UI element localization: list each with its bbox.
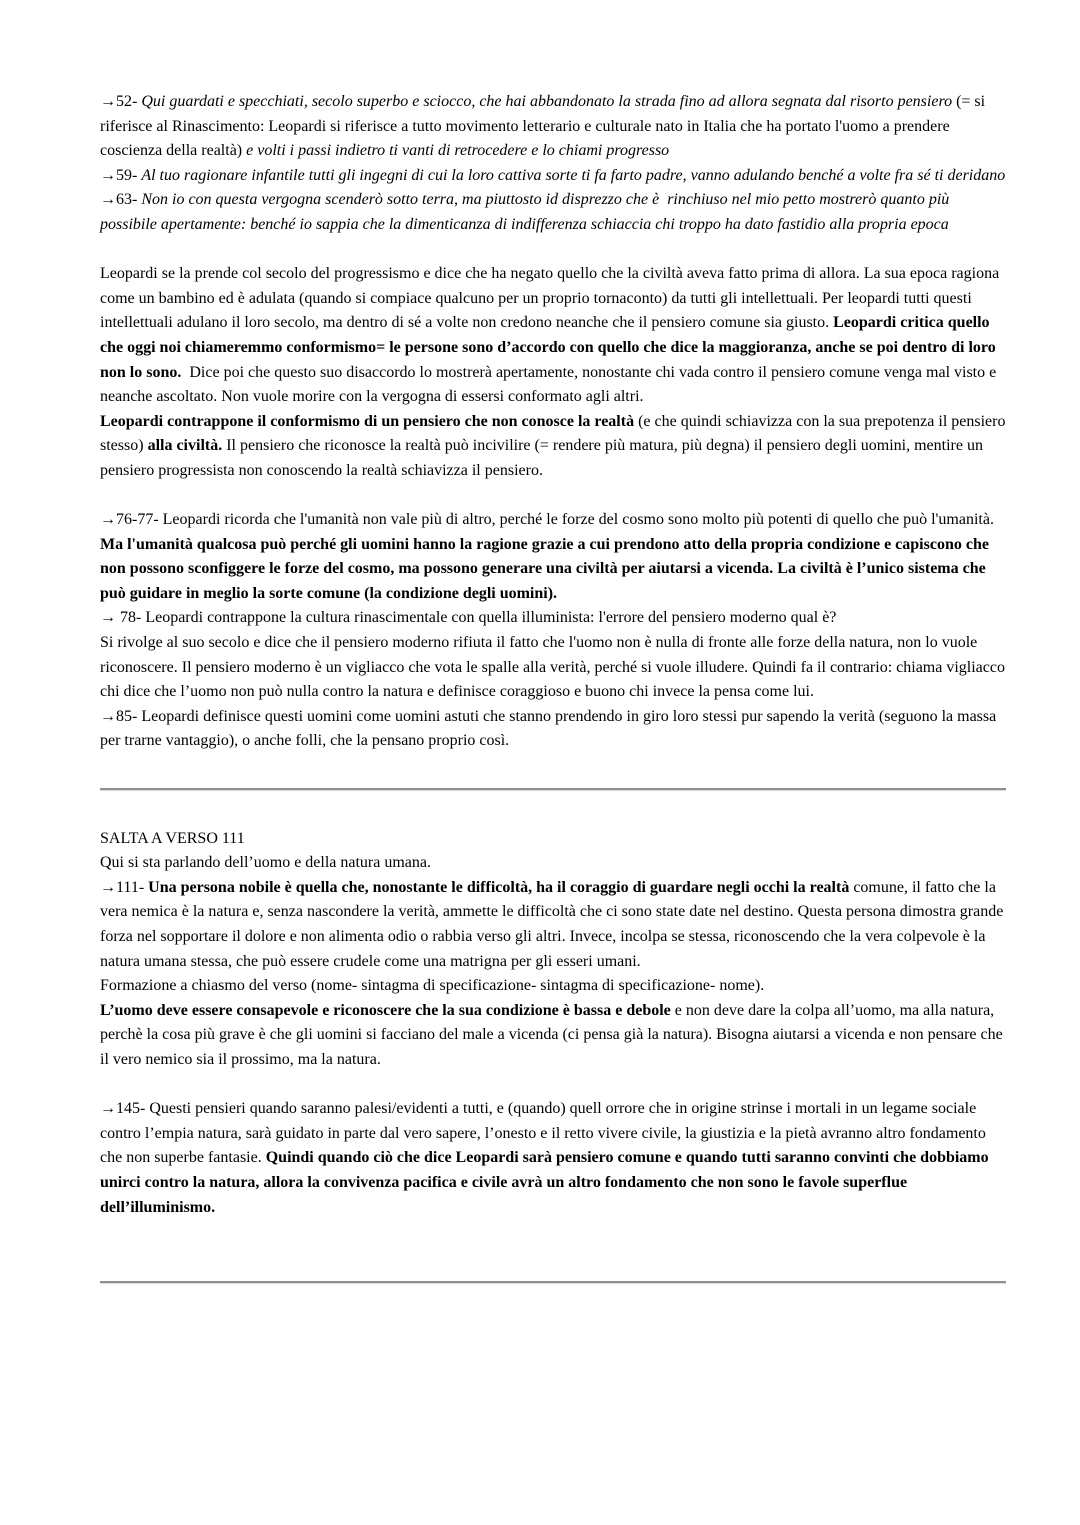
- text-run: Leopardi contrappone il conformismo di un pensiero che non conosce la realtà: [100, 412, 639, 430]
- document-body: [100, 90, 1010, 1284]
- paragraph-verse-52: [100, 90, 1006, 164]
- text-run: Quindi quando ciò che dice Leopardi sarà pensiero comune e quando tutti saranno convinti che dobbiamo unirci contro la natura, allora la convivenza pacifica e civile avrà un altro fondamento che non sono le favole superflue dell’illuminismo.: [100, 1149, 993, 1216]
- text-run: →59-: [100, 166, 142, 184]
- text-run: Al tuo ragionare infantile tutti gli ingegni di cui la loro cattiva sorte ti fa farto padre, vanno adulando benché a volte fra sé ti deridano: [141, 166, 1006, 184]
- paragraph-intro-verso-111: [100, 851, 1006, 876]
- text-run: Il pensiero che riconosce la realtà può incivilire (= rendere più matura, più degna) il pensiero degli uomini, mentire un pensiero progressista non conoscendo la realtà schiavizza il pensiero.: [100, 437, 987, 479]
- text-run: →85- Leopardi definisce questi uomini come uomini astuti che stanno prendendo in giro loro stessi pur sapendo la verità (seguono la massa per trarne vantaggio), o anche folli, che la pensano proprio così.: [100, 707, 1001, 750]
- text-run: (e che quindi schiavizza con la sua prepotenza il pensiero stesso): [100, 412, 1010, 455]
- text-run: → 78- Leopardi contrappone la cultura rinascimentale con quella illuminista: l'errore del pensiero moderno qual è?: [100, 609, 837, 627]
- blank-line: [100, 1220, 1006, 1245]
- text-run: Dice poi che questo suo disaccordo lo mostrerà apertamente, nonostante chi vada contro il pensiero comune venga mal visto e neanche ascoltato. Non vuole morire con la vergogna di essersi conformato agli altri.: [100, 363, 1001, 406]
- text-run: Una persona nobile è quella che, nonostante le difficoltà, ha il coraggio di guardare negli occhi la realtà: [148, 878, 854, 896]
- paragraph-commentary-conformism: [100, 262, 1006, 410]
- blank-line: [100, 754, 1006, 779]
- paragraph-verse-145: [100, 1097, 1006, 1220]
- paragraph-chiasmo: [100, 974, 1006, 999]
- paragraph-uomo-consapevole: [100, 999, 1006, 1073]
- paragraph-verse-76-77: [100, 508, 1006, 606]
- text-run: e volti i passi indietro ti vanti di retrocedere e lo chiami progresso: [246, 142, 670, 160]
- text-run: →145- Questi pensieri quando saranno palesi/evidenti a tutti, e (quando) quell orrore che in origine strinse i mortali in un legame sociale contro l’empia natura, sarà guidato in parte dal vero sapere, l’onesto e il retto vivere civile, la giustizia e la pietà avranno altro fondamento che non superbe fantasie.: [100, 1100, 990, 1167]
- text-run: (= si riferisce al Rinascimento: Leopardi si riferisce a tutto movimento letterario e culturale nato in Italia che ha portato l'uomo a prendere coscienza della realtà): [100, 93, 990, 160]
- text-run: →63-: [100, 191, 142, 209]
- text-run: alla civiltà.: [147, 437, 227, 455]
- paragraph-verse-63: [100, 188, 1006, 237]
- text-run: e non deve dare la colpa all’uomo, ma alla natura, perchè la cosa più grave è che gli uomini si facciano del male a vicenda (ci pensa già la natura). Bisogna aiutarsi a vicenda e non pensare che il vero nemico sia il prossimo, ma la natura.: [100, 1001, 1007, 1068]
- text-run: L’uomo deve essere consapevole e riconoscere che la sua condizione è bassa e debole: [100, 1001, 675, 1019]
- paragraph-verse-85: [100, 705, 1006, 754]
- text-run: →111-: [100, 878, 149, 896]
- text-run: SALTA A VERSO 111: [100, 829, 245, 847]
- paragraph-commentary-civilta: [100, 410, 1010, 484]
- text-run: Qui guardati e specchiati, secolo superbo e sciocco, che hai abbandonato la strada fino ad allora segnata dal risorto pensiero: [141, 93, 957, 110]
- text-run: Si rivolge al suo secolo e dice che il pensiero moderno rifiuta il fatto che l'uomo non è nulla di fronte alle forze della natura, non lo vuole riconoscere. Il pensiero moderno è un vigliacco che vota le spalle alla verità, perché si vuole illudere. Quindi fa il contrario: chiama vigliacco chi dice che l’uomo non può nulla contro la natura e definisce coraggioso e buono chi invece la pensa come lui.: [100, 634, 1009, 701]
- text-run: Leopardi se la prende col secolo del progressismo e dice che ha negato quello che la civiltà aveva fatto prima di allora. La sua epoca ragiona come un bambino ed è adulata (quando si compiace qualcuno per un proprio tornaconto) da tutti gli intellettuali. Per leopardi tutti questi intellettuali adulano il loro secolo, ma dentro di sé a volte non credono neanche che il pensiero comune sia giusto.: [100, 265, 1004, 332]
- paragraph-verse-111: [100, 876, 1006, 974]
- text-run: →52-: [100, 93, 142, 110]
- blank-line: [100, 1073, 1006, 1098]
- text-run: Qui si sta parlando dell’uomo e della natura umana.: [100, 854, 432, 872]
- heading-salta-verso-111: [100, 827, 1006, 852]
- paragraph-verse-59: [100, 164, 1006, 189]
- paragraph-verse-78-question: [100, 606, 1006, 631]
- paragraph-verse-78-answer: [100, 631, 1009, 705]
- text-run: →76-77- Leopardi ricorda che l'umanità non vale più di altro, perché le forze del cosmo sono molto più potenti di quello che può l'umanità.: [100, 511, 998, 529]
- text-run: Leopardi critica quello che oggi noi chiameremmo conformismo= le persone sono d’accordo con quello che dice la maggioranza, anche se poi dentro di loro non lo sono.: [100, 314, 1000, 381]
- text-run: Ma l'umanità qualcosa può perché gli uomini hanno la ragione grazie a cui prendono atto della propria condizione e capiscono che non possono sconfiggere le forze del cosmo, ma possono generare una civiltà per aiutarsi a vicenda. La civiltà è l’unico sistema che può guidare in meglio la sorte comune (la condizione degli uomini).: [100, 535, 993, 602]
- section-divider-2: [100, 1281, 1006, 1284]
- section-divider-1: [100, 788, 1006, 791]
- blank-line: [100, 1245, 1006, 1270]
- text-run: comune, il fatto che la vera nemica è la natura e, senza nascondere la verità, ammette le difficoltà che ci sono state date nel destino. Questa persona dimostra grande forza nel sopportare il dolore e non alimenta odio o rabbia verso gli altri. Invece, incolpa se stessa, riconoscendo che la vera colpevole è la natura umana stessa, che può essere crudele come una matrigna per gli esseri umani.: [100, 878, 1008, 970]
- text-run: Non io con questa vergogna scenderò sotto terra, ma piuttosto id disprezzo che è rinchiuso nel mio petto mostrerò quanto più possibile apertamente: benché io sappia che la dimenticanza di indifferenza schiaccia chi troppo ha dato fastidio alla propria epoca: [100, 191, 954, 233]
- text-run: Formazione a chiasmo del verso (nome- sintagma di specificazione- sintagma di specificazione- nome).: [100, 977, 765, 995]
- blank-line: [100, 484, 1006, 509]
- blank-line: [100, 238, 1006, 263]
